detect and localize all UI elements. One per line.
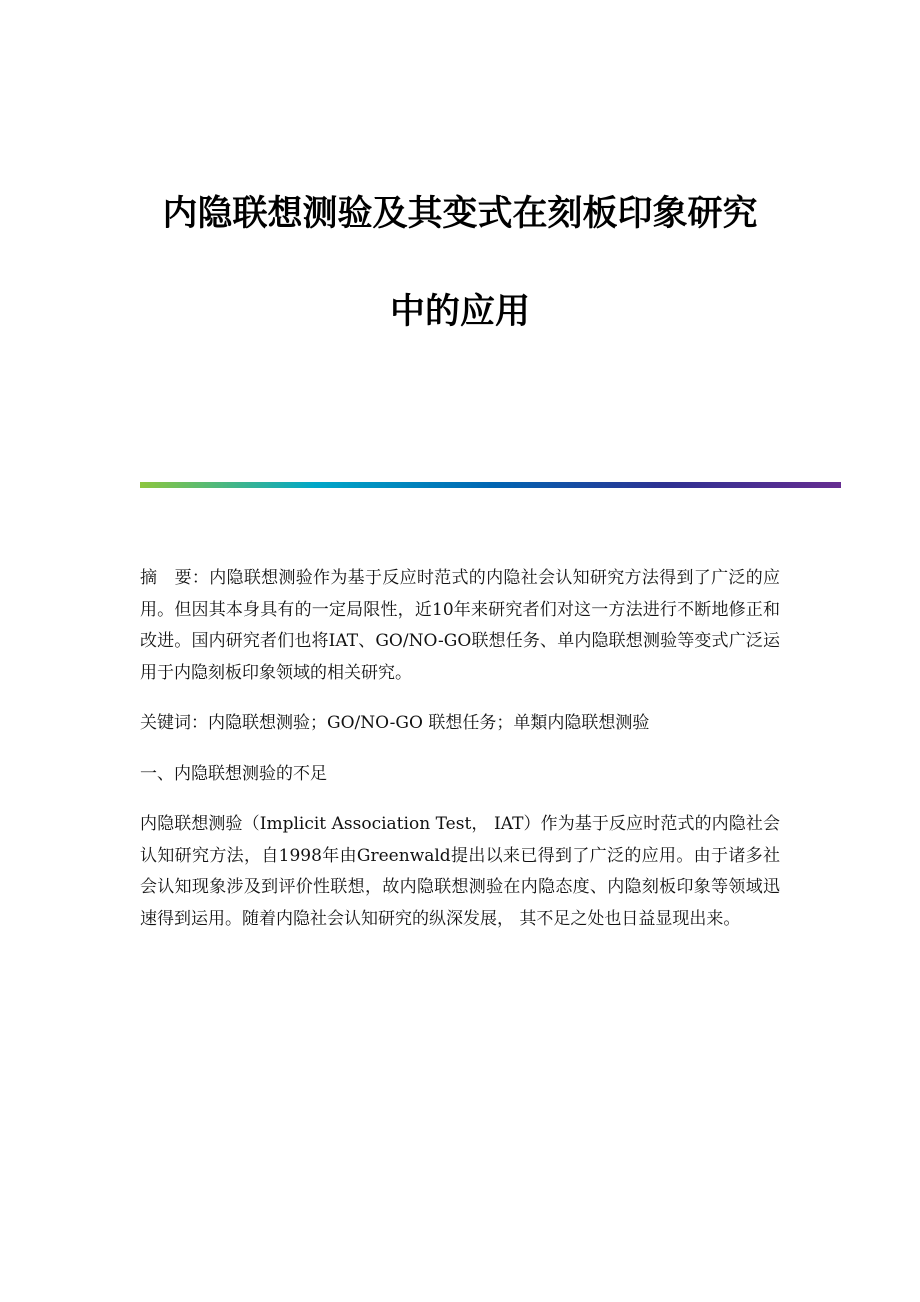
document-body [140,563,780,954]
title-line-1: 内隐联想测验及其变式在刻板印象研究 [162,194,758,234]
keywords-line: 关键词：内隐联想测验；GO/NO-GO 联想任务；单類内隐联想测验 [140,713,650,733]
body-paragraph: 内隐联想测验（Implicit Association Test， IAT）作为基于反应时范式的内隐社会认知研究方法，自1998年由Greenwald提出以来已得到了广泛的应用。由于诸多社会认知现象涉及到评价性联想，故内隐联想测验在内隐态度、内隐刻板印象等领域迅速得到运用。随着内隐社会认知研究的纵深发展， 其不足之处也日益显现出来。 [140,814,780,929]
abstract-paragraph: 摘 要：内隐联想测验作为基于反应时范式的内隐社会认知研究方法得到了广泛的应用。但因其本身具有的一定局限性，近10年来研究者们对这一方法进行不断地修正和改进。国内研究者们也将IAT、GO/NO-GO联想任务、单内隐联想测验等变式广泛运用于内隐刻板印象领域的相关研究。 [140,568,780,683]
section-heading: 一、内隐联想测验的不足 [140,763,327,784]
gradient-divider [140,482,841,488]
title-line-2: 中的应用 [389,292,530,332]
document-title [0,190,920,336]
